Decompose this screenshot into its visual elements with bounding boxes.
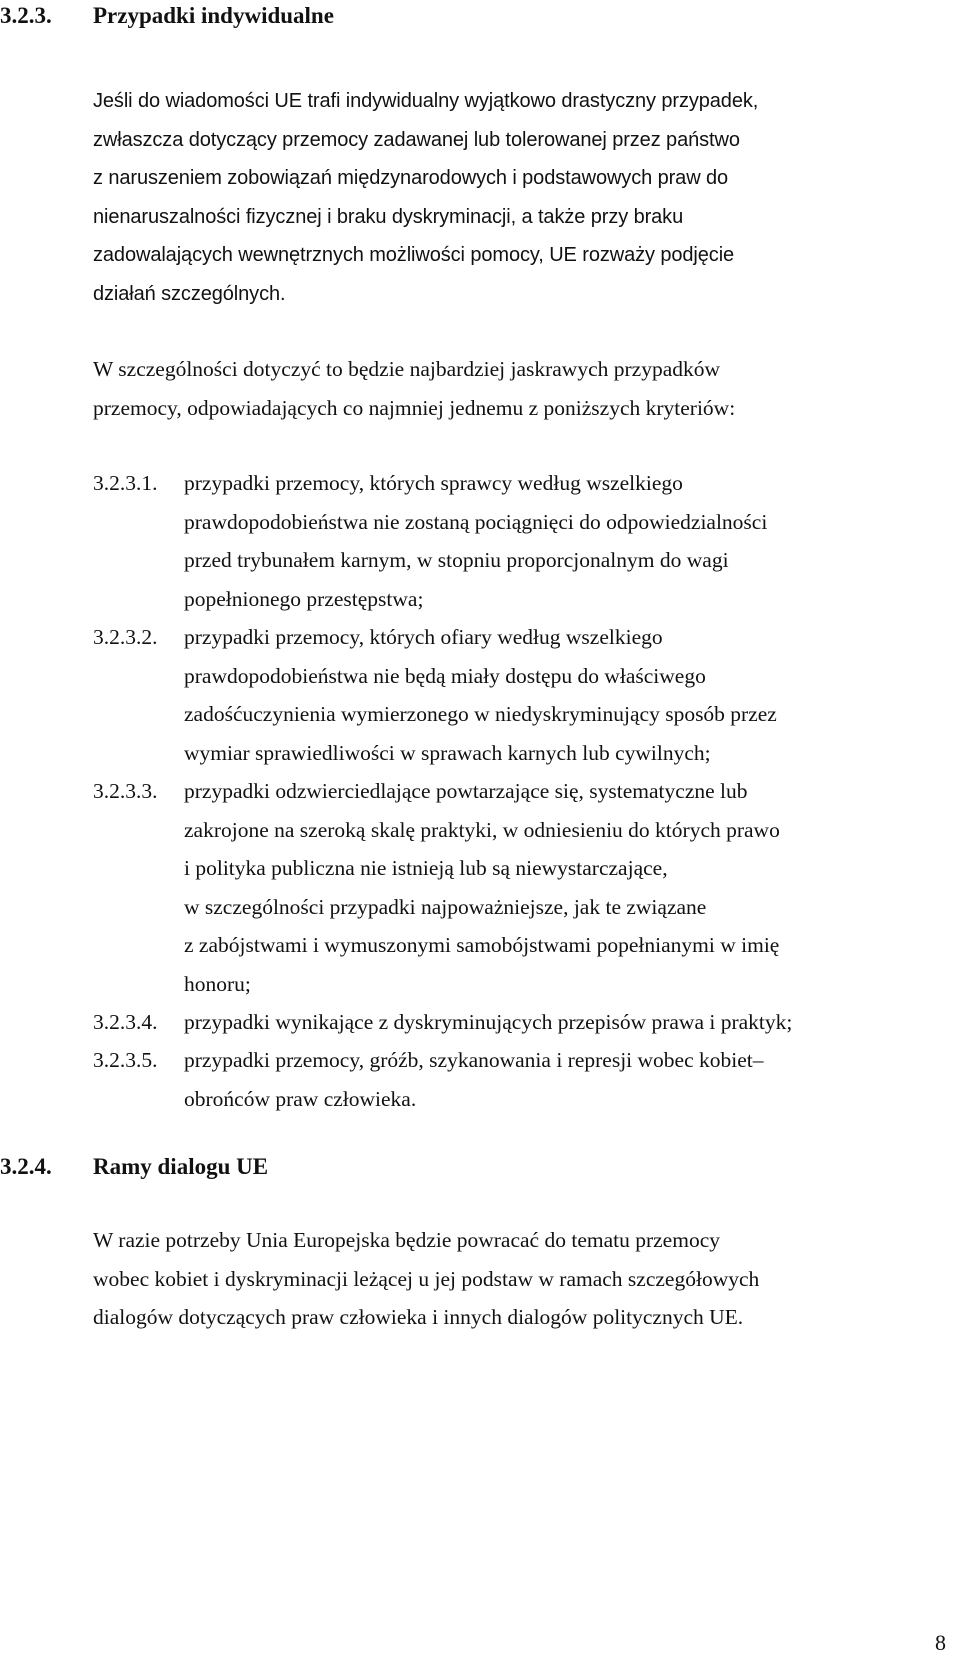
paragraph-line: nienaruszalności fizycznej i braku dyskryminacji, a także przy braku: [93, 205, 684, 228]
page-number: 8: [935, 1630, 946, 1655]
list-item-number: 3.2.3.4.: [93, 1010, 158, 1034]
list-item-line: prawdopodobieństwa nie będą miały dostępu do właściwego: [184, 663, 706, 688]
section-number: 3.2.4.: [0, 1154, 52, 1179]
paragraph-line: przemocy, odpowiadających co najmniej jednemu z poniższych kryteriów:: [93, 395, 736, 420]
list-item-line: przypadki odzwierciedlające powtarzające się, systematyczne lub: [184, 779, 748, 803]
paragraph-line: dialogów dotyczących praw człowieka i innych dialogów politycznych UE.: [93, 1305, 744, 1329]
paragraph-line: zwłaszcza dotyczący przemocy zadawanej lub tolerowanej przez państwo: [93, 128, 740, 151]
paragraph-line: wobec kobiet i dyskryminacji leżącej u jej podstaw w ramach szczegółowych: [93, 1266, 760, 1291]
list-item: [93, 1041, 953, 1118]
list-item: [93, 772, 953, 1003]
paragraph-line: W szczególności dotyczyć to będzie najbardziej jaskrawych przypadków: [93, 357, 721, 381]
list-item-line: przypadki przemocy, których ofiary według wszelkiego: [184, 625, 663, 649]
paragraph-line: zadowalających wewnętrznych możliwości pomocy, UE rozważy podjęcie: [93, 244, 735, 266]
list-item-line: popełnionego przestępstwa;: [184, 586, 424, 611]
list-item-number: 3.2.3.5.: [93, 1048, 158, 1072]
section-number: 3.2.3.: [0, 3, 52, 28]
list-item-line: prawdopodobieństwa nie zostaną pociągnięci do odpowiedzialności: [184, 509, 768, 534]
list-item-line: przed trybunałem karnym, w stopniu proporcjonalnym do wagi: [184, 548, 729, 572]
list-item-number: 3.2.3.1.: [93, 471, 158, 495]
section-title: Ramy dialogu UE: [93, 1154, 269, 1179]
list-item-number: 3.2.3.3.: [93, 779, 158, 803]
paragraph-dialogue: [93, 1221, 943, 1337]
list-item-line: z zabójstwami i wymuszonymi samobójstwami popełnianymi w imię: [184, 933, 780, 957]
list-item-line: obrońców praw człowieka.: [184, 1086, 417, 1111]
list-item-line: przypadki wynikające z dyskryminujących przepisów prawa i praktyk;: [184, 1010, 793, 1034]
list-item-line: zakrojone na szeroką skalę praktyki, w odniesieniu do których prawo: [184, 817, 780, 842]
list-item-line: wymiar sprawiedliwości w sprawach karnych lub cywilnych;: [184, 740, 711, 765]
section-title: Przypadki indywidualne: [93, 3, 334, 28]
paragraph-line: działań szczególnych.: [93, 282, 286, 305]
paragraph-line: W razie potrzeby Unia Europejska będzie powracać do tematu przemocy: [93, 1228, 720, 1252]
list-item-line: zadośćuczynienia wymierzonego w niedyskryminujący sposób przez: [184, 702, 777, 726]
list-item: [93, 1003, 953, 1042]
paragraph-line: z naruszeniem zobowiązań międzynarodowych i podstawowych praw do: [93, 167, 729, 189]
list-item-number: 3.2.3.2.: [93, 625, 158, 649]
list-item-line: honoru;: [184, 971, 251, 996]
list-item-line: przypadki przemocy, gróźb, szykanowania i represji wobec kobiet–: [184, 1048, 764, 1072]
list-item-line: przypadki przemocy, których sprawcy według wszelkiego: [184, 471, 683, 495]
list-item-line: w szczególności przypadki najpoważniejsze, jak te związane: [184, 894, 707, 919]
list-item: [93, 618, 953, 772]
list-item: [93, 464, 953, 618]
paragraph-line: Jeśli do wiadomości UE trafi indywidualny wyjątkowo drastyczny przypadek,: [93, 90, 759, 112]
list-item-line: i polityka publiczna nie istnieją lub są niewystarczające,: [184, 856, 668, 880]
paragraph-intro: [93, 82, 943, 313]
paragraph-criteria-intro: [93, 350, 943, 427]
